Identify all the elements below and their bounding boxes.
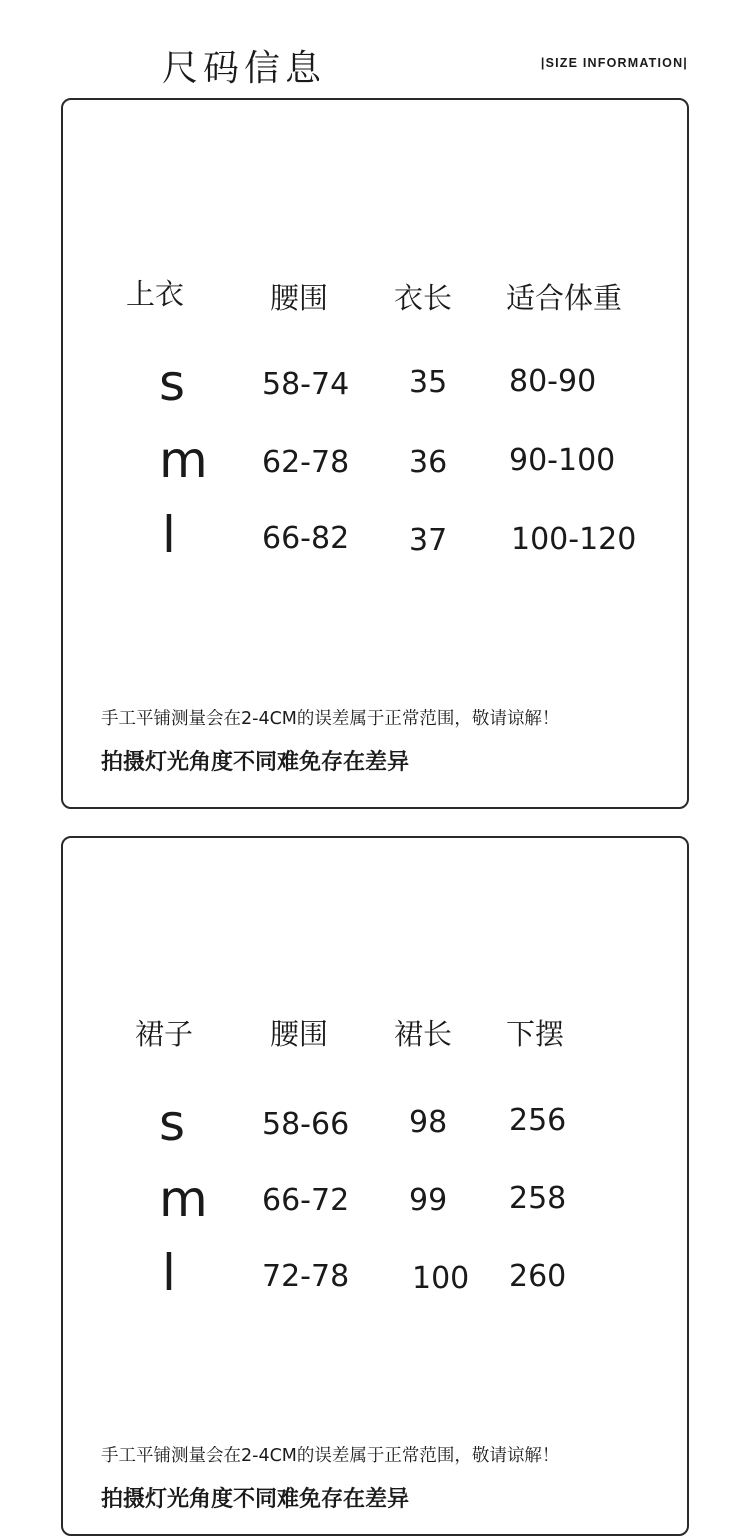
waist-value: 66-82 [262,521,350,556]
measurement-note: 手工平铺测量会在2-4CM的误差属于正常范围，敬请谅解！ [101,1446,560,1466]
lighting-note: 拍摄灯光角度不同难免存在差异 [101,1487,410,1512]
column-header-waist: 腰围 [270,1017,329,1051]
tops-size-card [61,98,689,809]
column-header-skirt: 裙子 [135,1017,194,1051]
length-value: 37 [409,523,448,558]
lighting-note: 拍摄灯光角度不同难免存在差异 [101,750,410,775]
hem-value: 256 [509,1103,567,1138]
waist-value: 62-78 [262,445,350,480]
size-label-s: s [159,354,186,412]
size-label-m: m [159,1170,208,1228]
weight-value: 100-120 [511,522,637,557]
size-label-l: l [162,506,176,564]
weight-value: 80-90 [509,364,597,399]
weight-value: 90-100 [509,443,616,478]
waist-value: 58-74 [262,367,350,402]
column-header-skirt-length: 裙长 [394,1017,453,1051]
column-header-hem: 下摆 [506,1017,565,1051]
waist-value: 66-72 [262,1183,350,1218]
hem-value: 260 [509,1259,567,1294]
hem-value: 258 [509,1181,567,1216]
measurement-note: 手工平铺测量会在2-4CM的误差属于正常范围，敬请谅解！ [101,709,560,729]
size-label-l: l [162,1244,176,1302]
skirt-length-value: 100 [412,1261,470,1296]
waist-value: 72-78 [262,1259,350,1294]
column-header-weight: 适合体重 [506,281,623,315]
skirt-length-value: 99 [409,1183,448,1218]
column-header-length: 衣长 [394,281,453,315]
length-value: 35 [409,365,448,400]
size-label-m: m [159,431,208,489]
page-title: 尺码信息 [162,48,327,89]
column-header-tops: 上衣 [126,277,185,311]
length-value: 36 [409,445,448,480]
skirt-length-value: 98 [409,1105,448,1140]
waist-value: 58-66 [262,1107,350,1142]
skirt-size-card [61,836,689,1536]
size-label-s: s [159,1094,186,1152]
page-subtitle: |SIZE INFORMATION| [540,56,688,70]
column-header-waist: 腰围 [270,281,329,315]
